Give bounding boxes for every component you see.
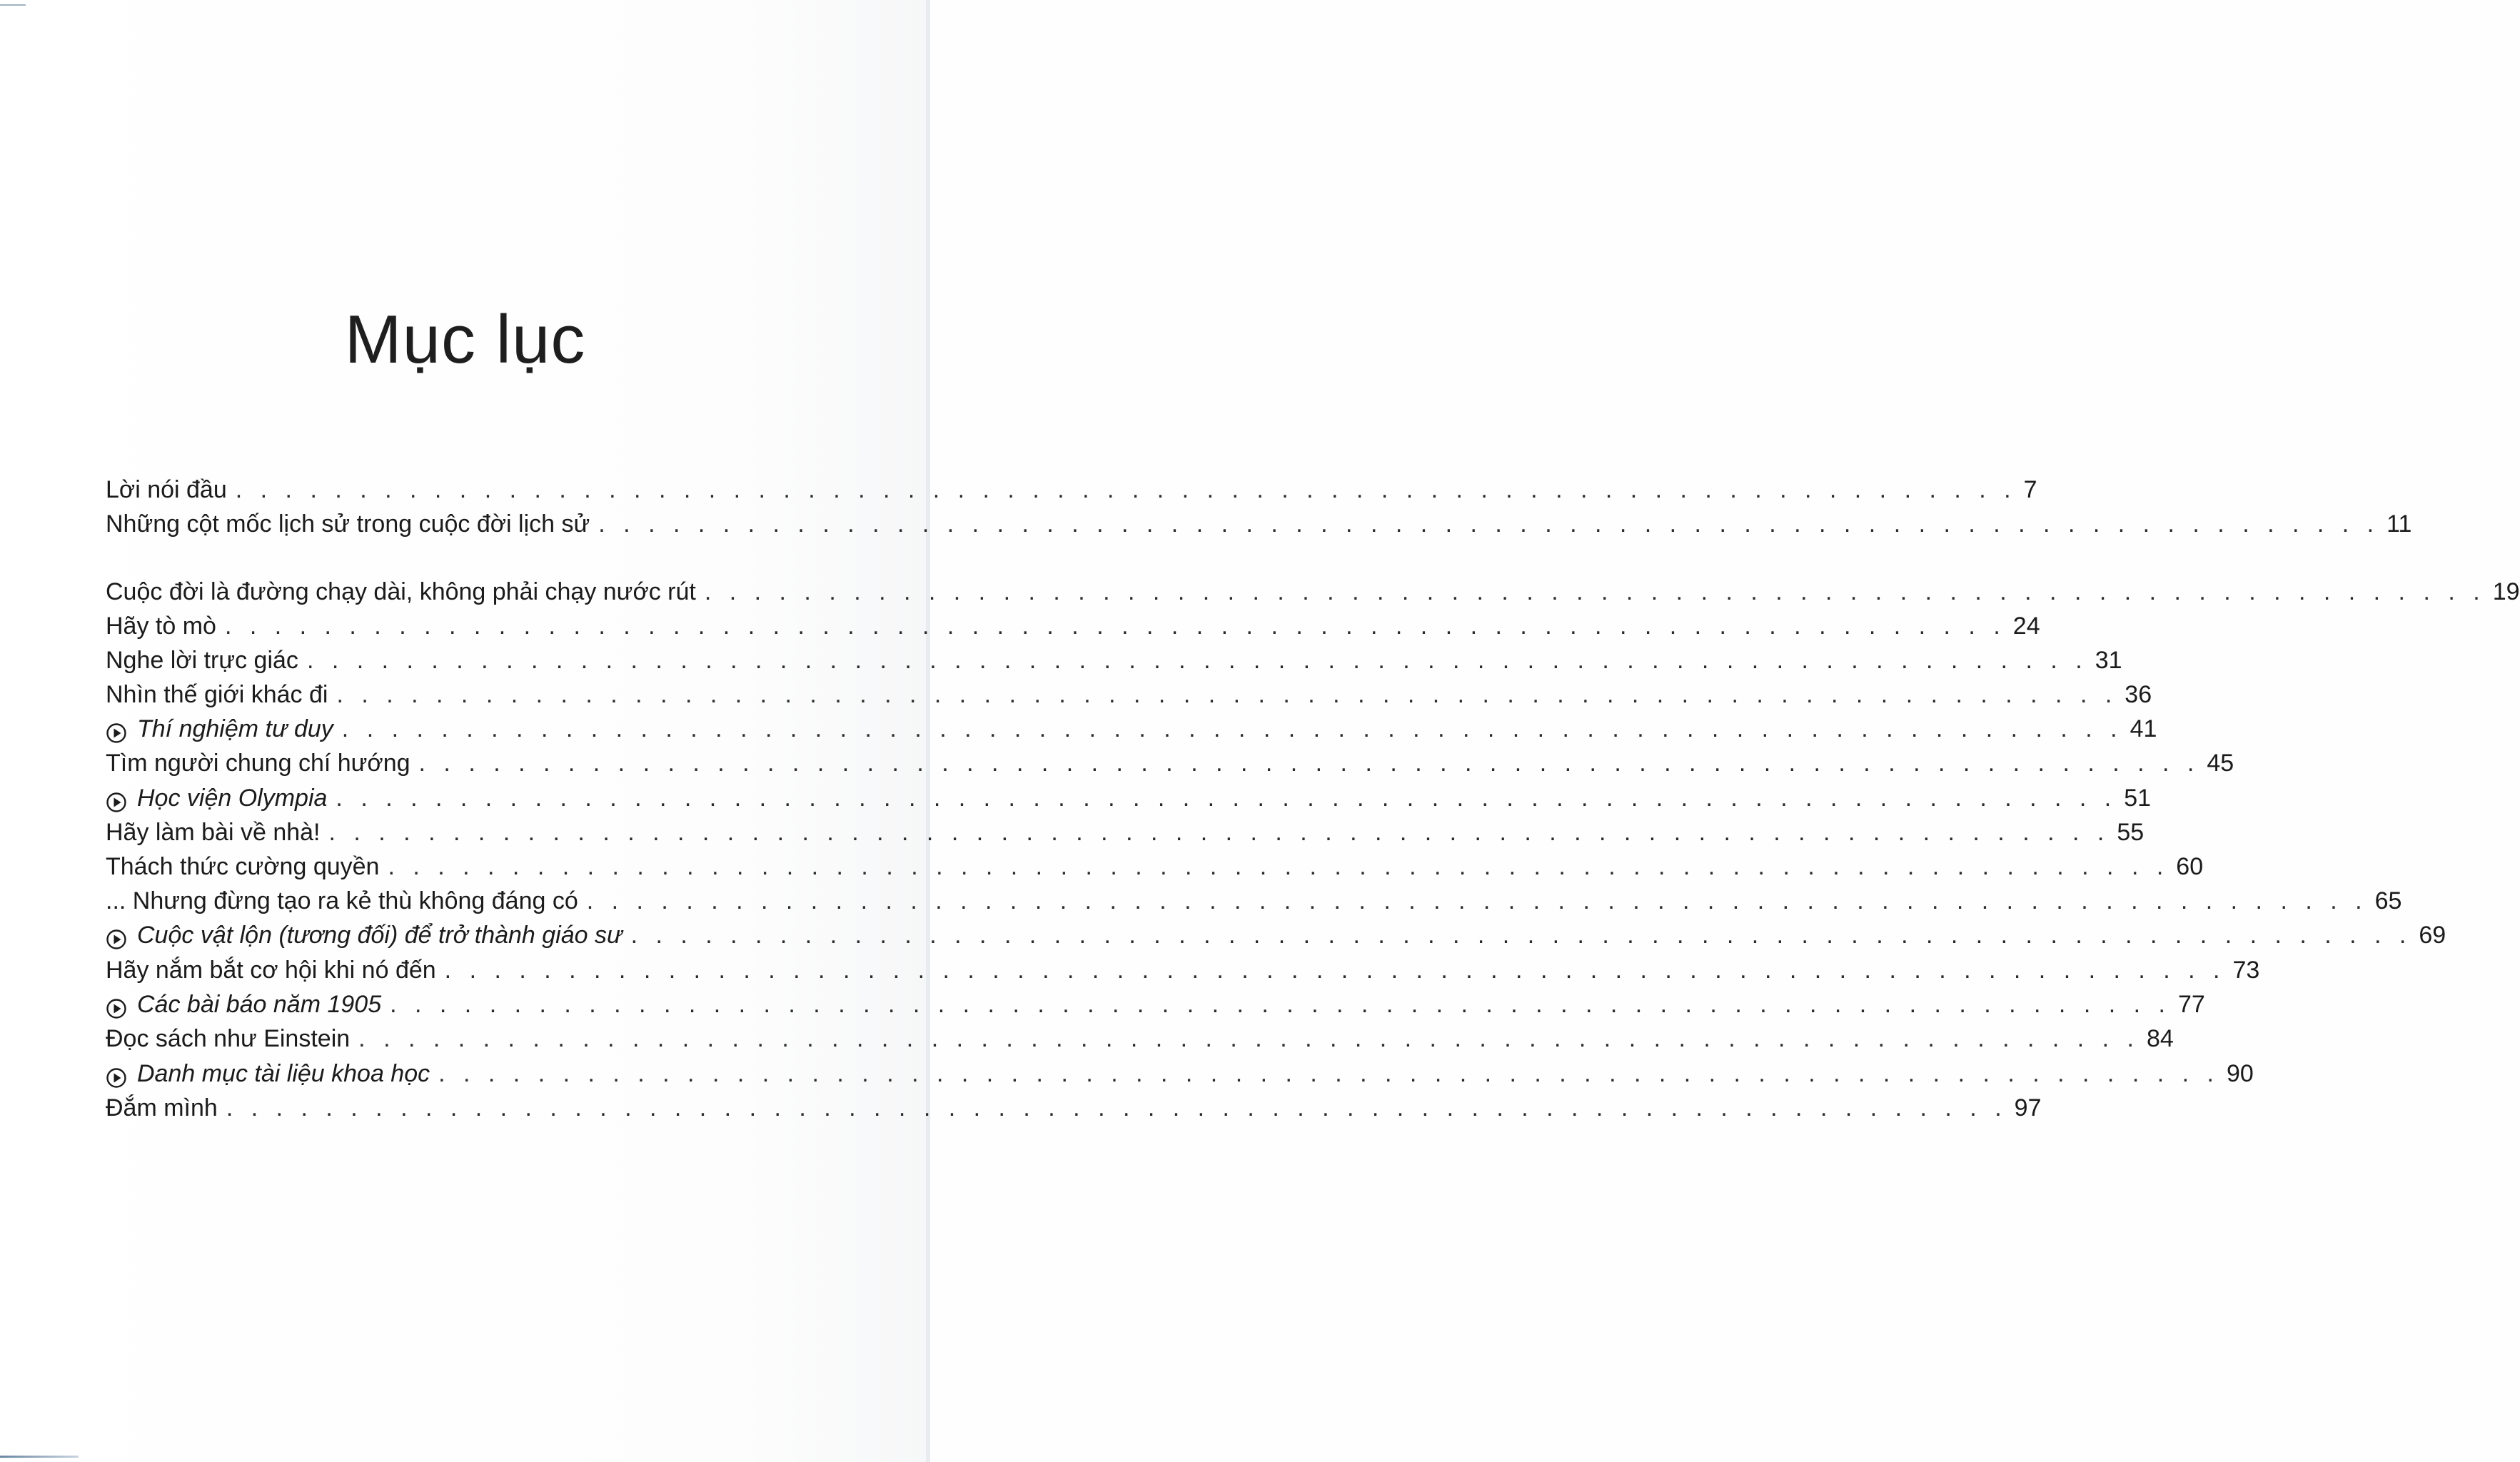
- dot-leader: . . . . . . . . . . . . . . . . . . . . . . . . . . . . . . . . . . . . . . . . . . . . . . . . . . . . . . . . . . . . . . . . . . . . . . . .: [598, 510, 2380, 538]
- toc-entry-label: Nghe lời trực giác: [106, 647, 298, 674]
- toc-entry-label: Cuộc đời là đường chạy dài, không phải chạy nước rút: [106, 578, 696, 605]
- toc-entry: [106, 918, 2446, 952]
- toc-entry-page-number: 55: [2117, 819, 2144, 846]
- toc-entry-label: ... Nhưng đừng tạo ra kẻ thù không đáng có: [106, 887, 578, 914]
- dot-leader: . . . . . . . . . . . . . . . . . . . . . . . . . . . . . . . . . . . . . . . . . . . . . . . . . . . . . . . . . . . . . . . . . . . . . . . .: [438, 1060, 2219, 1087]
- toc-entry-page-number: 73: [2232, 957, 2260, 984]
- toc-entry-page-number: 90: [2226, 1060, 2254, 1087]
- toc-entry-label: Cuộc vật lộn (tương đối) để trở thành giáo sư: [137, 922, 623, 949]
- toc-entry-page-number: 69: [2419, 922, 2446, 949]
- scan-mark-top: [0, 4, 26, 6]
- dot-leader: . . . . . . . . . . . . . . . . . . . . . . . . . . . . . . . . . . . . . . . . . . . . . . . . . . . . . . . . . . . . . . . . . . . . . . . .: [358, 1025, 2140, 1052]
- toc-entry: [106, 507, 2412, 541]
- toc-entry-page-number: 65: [2374, 887, 2402, 914]
- toc-entry-page-number: 11: [2387, 510, 2412, 538]
- dot-leader: . . . . . . . . . . . . . . . . . . . . . . . . . . . . . . . . . . . . . . . . . . . . . . . . . . . . . . . . . . . . . . . . . . . . . . . .: [328, 819, 2110, 846]
- toc-entry: [106, 815, 2144, 850]
- dot-leader: . . . . . . . . . . . . . . . . . . . . . . . . . . . . . . . . . . . . . . . . . . . . . . . . . . . . . . . . . . . . . . . . . . . . . . . .: [704, 578, 2486, 605]
- dot-leader: . . . . . . . . . . . . . . . . . . . . . . . . . . . . . . . . . . . . . . . . . . . . . . . . . . . . . . . . . . . . . . . . . . . . . . . .: [235, 476, 2017, 503]
- toc-entry-label: Hãy nắm bắt cơ hội khi nó đến: [106, 957, 436, 984]
- toc-entry: [106, 677, 2152, 712]
- toc-entry-page-number: 41: [2130, 715, 2157, 742]
- play-circle-icon: [106, 925, 127, 947]
- toc-entry-page-number: 36: [2125, 681, 2152, 708]
- toc-entry: [106, 643, 2122, 677]
- toc-entry: [106, 609, 2040, 643]
- scan-mark-bottom: [0, 1456, 79, 1458]
- dot-leader: . . . . . . . . . . . . . . . . . . . . . . . . . . . . . . . . . . . . . . . . . . . . . . . . . . . . . . . . . . . . . . . . . . . . . . . .: [444, 957, 2226, 984]
- dot-leader: . . . . . . . . . . . . . . . . . . . . . . . . . . . . . . . . . . . . . . . . . . . . . . . . . . . . . . . . . . . . . . . . . . . . . . . .: [336, 785, 2117, 812]
- toc-entry: [106, 746, 2234, 780]
- toc-entry-label: Danh mục tài liệu khoa học: [137, 1060, 430, 1087]
- toc-entry-label: Lời nói đầu: [106, 476, 227, 503]
- toc-entry-label: Thách thức cường quyền: [106, 853, 380, 880]
- page-title: Mục lục: [344, 301, 586, 378]
- toc-entry-page-number: 77: [2177, 991, 2205, 1018]
- dot-leader: . . . . . . . . . . . . . . . . . . . . . . . . . . . . . . . . . . . . . . . . . . . . . . . . . . . . . . . . . . . . . . . . . . . . . . . .: [306, 647, 2088, 674]
- dot-leader: . . . . . . . . . . . . . . . . . . . . . . . . . . . . . . . . . . . . . . . . . . . . . . . . . . . . . . . . . . . . . . . . . . . . . . . .: [388, 853, 2169, 880]
- toc-entry-page-number: 97: [2014, 1094, 2042, 1121]
- toc-entry-label: Những cột mốc lịch sử trong cuộc đời lịch sử: [106, 510, 590, 538]
- toc-entry: [106, 884, 2402, 918]
- toc-entry-label: Đắm mình: [106, 1094, 218, 1121]
- toc-entry: [106, 473, 2037, 507]
- toc-entry-page-number: 31: [2095, 647, 2122, 674]
- dot-leader: . . . . . . . . . . . . . . . . . . . . . . . . . . . . . . . . . . . . . . . . . . . . . . . . . . . . . . . . . . . . . . . . . . . . . . . .: [630, 922, 2412, 949]
- toc-entry-page-number: 45: [2207, 750, 2234, 777]
- toc-entry: [106, 781, 2152, 815]
- toc-entry-label: Tìm người chung chí hướng: [106, 750, 410, 777]
- play-circle-icon: [106, 1064, 127, 1085]
- toc-entry: [106, 575, 2520, 609]
- dot-leader: . . . . . . . . . . . . . . . . . . . . . . . . . . . . . . . . . . . . . . . . . . . . . . . . . . . . . . . . . . . . . . . . . . . . . . . .: [390, 991, 2171, 1018]
- toc-entry: [106, 987, 2205, 1022]
- dot-leader: . . . . . . . . . . . . . . . . . . . . . . . . . . . . . . . . . . . . . . . . . . . . . . . . . . . . . . . . . . . . . . . . . . . . . . . .: [418, 750, 2200, 777]
- toc-entry-label: Hãy làm bài về nhà!: [106, 819, 321, 846]
- toc-entry: [106, 1091, 2042, 1125]
- dot-leader: . . . . . . . . . . . . . . . . . . . . . . . . . . . . . . . . . . . . . . . . . . . . . . . . . . . . . . . . . . . . . . . . . . . . . . . .: [226, 1094, 2007, 1121]
- dot-leader: . . . . . . . . . . . . . . . . . . . . . . . . . . . . . . . . . . . . . . . . . . . . . . . . . . . . . . . . . . . . . . . . . . . . . . . .: [224, 612, 2006, 640]
- toc-entry-page-number: 84: [2147, 1025, 2174, 1052]
- toc-entry-label: Nhìn thế giới khác đi: [106, 681, 328, 708]
- toc-entry-label: Thí nghiệm tư duy: [137, 715, 333, 742]
- toc-entry: [106, 850, 2204, 884]
- toc-entry-page-number: 60: [2176, 853, 2204, 880]
- toc-entry-page-number: 24: [2012, 612, 2040, 640]
- toc-entry-label: Học viện Olympia: [137, 785, 328, 812]
- toc-entry-label: Các bài báo năm 1905: [137, 991, 382, 1018]
- toc-entry-page-number: 51: [2124, 785, 2152, 812]
- toc-entry: [106, 712, 2157, 746]
- play-circle-icon: [106, 719, 127, 740]
- toc-entry-label: Đọc sách như Einstein: [106, 1025, 351, 1052]
- dot-leader: . . . . . . . . . . . . . . . . . . . . . . . . . . . . . . . . . . . . . . . . . . . . . . . . . . . . . . . . . . . . . . . . . . . . . . . .: [586, 887, 2368, 914]
- toc-entry-label: Hãy tò mò: [106, 612, 216, 640]
- play-circle-icon: [106, 994, 127, 1016]
- dot-leader: . . . . . . . . . . . . . . . . . . . . . . . . . . . . . . . . . . . . . . . . . . . . . . . . . . . . . . . . . . . . . . . . . . . . . . . .: [336, 681, 2118, 708]
- dot-leader: . . . . . . . . . . . . . . . . . . . . . . . . . . . . . . . . . . . . . . . . . . . . . . . . . . . . . . . . . . . . . . . . . . . . . . . .: [341, 715, 2123, 742]
- toc-entry: [106, 1022, 2174, 1056]
- toc-entry-page-number: 19: [2492, 578, 2520, 605]
- toc-entry-page-number: 7: [2023, 476, 2037, 503]
- play-circle-icon: [106, 788, 127, 810]
- toc-entry: [106, 1057, 2254, 1091]
- toc-entry: [106, 953, 2260, 987]
